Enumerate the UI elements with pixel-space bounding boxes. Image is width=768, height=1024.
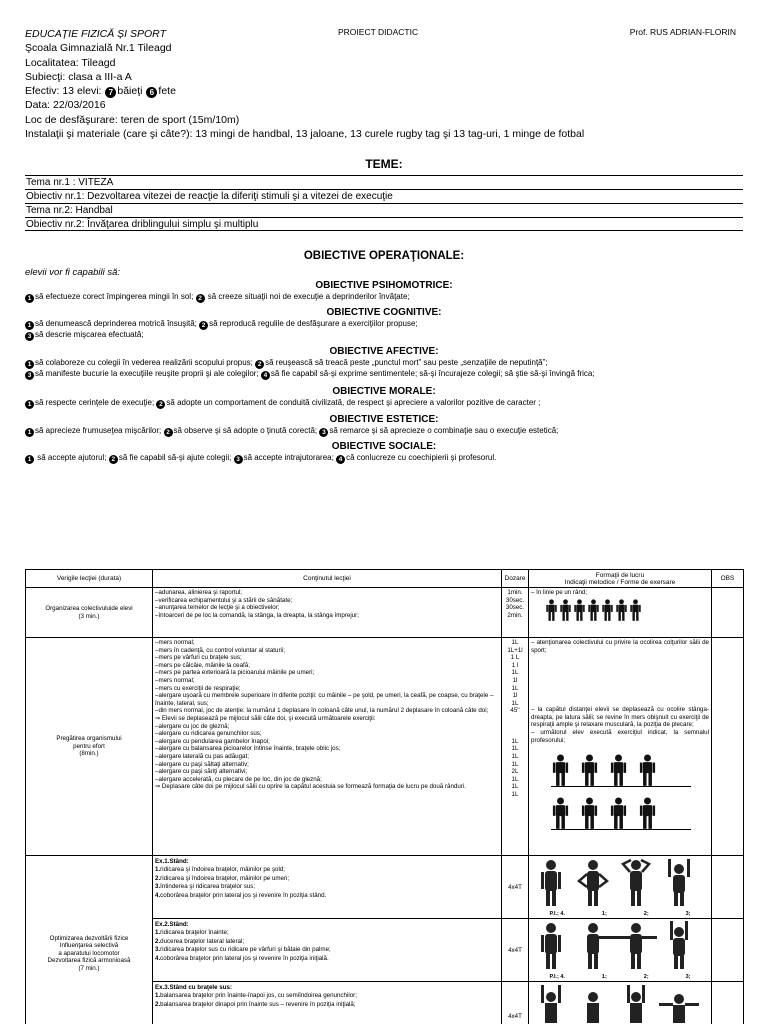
objective-text: să manifeste bucurie la execuţiile reuşite proprii şi ale colegilor; [35,369,261,378]
objectives-psihomotrice: OBIECTIVE PSIHOMOTRICE: 1 să efectueze corect împingerea mingii în sol; 2 să creeze situaţii noi de execuţie a deprinderilor învăţate; [25,280,743,303]
list-item: 1 l [511,661,519,669]
student-figure-icon [601,599,614,621]
objective-number-badge: 4 [336,455,345,464]
col-header: OBS [712,570,744,588]
list-item [504,723,526,731]
girls-count-badge: 6 [146,87,157,98]
class-info: Subiecţi: clasa a III-a A [25,70,132,83]
objective-text: să adopte un comportament de conduită civilizată, de respect şi apreciere a valorilor pozitive de caracter ; [166,398,541,407]
student-figure-icon [587,599,600,621]
exercise-2-illustration [531,920,706,976]
list-item: 30sec. [505,596,525,604]
formation-cell [529,588,712,638]
student-figure-icon [559,599,572,621]
exercise-3-illustration [531,983,706,1023]
list-item: 1L [511,775,519,783]
objective-text: să remarce şi să aprecieze o combinaţie sau o execuţie estetică; [329,426,559,435]
list-item [504,730,526,738]
student-figure-icon [609,754,628,786]
objective-text: să denumească deprinderea motrică însuşită; [35,319,200,328]
objectives-morale: OBIECTIVE MORALE: 1 să respecte cerinţele de execuţie; 2 să adopte un comportament de conduită civilizată, de respect şi apreciere a valorilor pozitive de caracter ; [25,386,743,409]
list-item: Organizarea colectivuluide elevi [45,604,133,612]
list-item: –verificarea echipamentului şi a stării de sănătate; [155,596,293,604]
objective-number-badge: 1 [25,360,34,369]
lesson-plan-table [25,569,744,1024]
exercise-1: Ex.1.Stând: 1.ridicarea şi îndoirea braţelor, mâinilor pe şold; 2.ridicarea şi îndoirea braţelor, mâinilor pe umeri; 3.întinderea şi ridicarea braţelor sus; 4.coborârea braţelor prin lateral jos şi revenire în poziţia stând. [153,856,502,919]
objective-number-badge: 1 [25,321,34,330]
list-item: –mers normal; [155,639,195,646]
objective-number-badge: 2 [164,428,173,437]
student-figure-icon [573,599,586,621]
objective-number-badge: 2 [109,455,118,464]
list-item: 1L [511,737,519,745]
list-item: 1l [512,692,518,700]
lesson-content [153,588,502,638]
objective-text: să reproducă regulile de desfăşurare a exerciţiilor propuse; [209,319,418,328]
objectives-estetice: OBIECTIVE ESTETICE: 1 să aprecieze frumuseţea mişcărilor; 2 să observe şi să adopte o ţinută corectă; 3 să remarce şi să aprecieze o combinaţie sau o execuţie estetică; [25,414,743,437]
list-item: Pregătirea organismului [56,735,122,743]
list-item: – atenţionarea colectivului cu privire la ocolirea colţurilor sălii de sport; [531,639,709,654]
objective-number-badge: 3 [234,455,243,464]
list-item: 1 L [510,654,520,662]
objective-text: să aprecieze frumuseţea mişcărilor; [35,426,164,435]
dosage [502,588,529,638]
col-header: Conţinutul lecţiei [153,570,502,588]
list-item: –mers în cadenţă, cu control voluntar al staturii; [155,646,286,654]
objectives-heading: OBIECTIVE OPERAŢIONALE: [303,250,465,262]
list-item: ⇒ Deplasare câte doi pe mijlocul sălii cu oprire la capătul acestuia se formează formaţia de lucru pe două rânduri. [155,783,466,791]
objectives-sociale: OBIECTIVE SOCIALE: 1 să accepte ajutorul; 2 să fie capabil să-şi ajute colegii; 3 să accepte intrajutorarea; 4 că conlucreze cu coechipierii şi profesorul. [25,441,743,464]
list-item: 1L+1l [507,646,523,654]
list-item: – următorul elev execută exerciţiul indicat, la semnalul profesorului; [531,728,709,744]
list-item: 1L [511,783,519,791]
doc-title: PROIECT DIDACTIC [338,27,419,37]
list-item: –alergare cu pendularea gambelor înapoi; [155,737,270,745]
list-item: – la capătul distanţei elevii se deplasează cu ocolire stânga-dreapta, pe latura sălii; se revine în mers obişnuit cu exerciţii de respiraţii ample şi relaxare musculară, la poziţia de plecare; [531,706,709,729]
list-item: 45'' [510,707,520,715]
list-item: – în linie pe un rând; [531,589,588,596]
list-item: 1L [511,760,519,768]
objective-text: să fie capabil să-şi exprime sentimentele; să-şi încurajeze colegii; să ştie să-şi învingă frica; [270,369,595,378]
exercise-1-figures: P.I.; 4. 1; 2; 3; [529,856,712,919]
student-figure-icon [609,797,628,829]
exercise-1-illustration [531,857,706,913]
lesson-stage [26,856,153,1024]
col-header: Verigile lecţiei (durata) [26,570,153,588]
list-item: –alergare cu paşi săltaţi alternativ; [155,760,249,768]
list-item: –alergare cu ridicarea genunchilor sus; [155,730,262,738]
student-figure-icon [545,599,558,621]
school-name: Şcoala Gimnazială Nr.1 Tileagd [25,42,172,55]
list-item [504,715,526,723]
list-item: 1L [511,699,519,707]
list-item: –alergare laterală cu pas adăugat; [155,752,249,760]
exercise-step: 4.coborârea braţelor prin lateral jos şi revenire în poziţia iniţială. [155,954,329,962]
exercise-step: 4.coborârea braţelor prin lateral jos şi revenire în poziţia stând. [155,891,327,899]
lesson-stage [26,638,153,856]
teme-row: Obiectiv nr.2: Învăţarea driblingului simplu şi multiplu [25,217,743,231]
table-row [26,638,744,856]
list-item: 1L [511,752,519,760]
teme-row: Tema nr.1 : VITEZA [25,175,743,189]
objective-number-badge: 3 [25,371,34,380]
student-figure-icon [615,599,628,621]
lesson-stage [26,588,153,638]
student-figure-icon [629,599,642,621]
list-item: 1l [512,676,518,684]
col-header: Dozare [502,570,529,588]
list-item: 1L [511,745,519,753]
dosage [502,638,529,856]
student-figure-icon [580,754,599,786]
table-header-row [26,570,744,588]
exercise-step: 2.ducerea braţelor lateral lateral; [155,937,245,945]
objective-text: să colaboreze cu colegii în vederea realizării scopului propus; [35,358,256,367]
objective-text: să efectueze corect împingerea mingii în sol; [35,292,196,301]
objective-text: să accepte intrajutorarea; [243,453,337,462]
locality: Localitatea: Tileagd [25,56,116,69]
dosage: 4x4T [502,982,529,1024]
objective-number-badge: 3 [25,332,34,341]
list-item: Optimizarea dezvoltării fizice [49,934,129,942]
list-item: (8min.) [79,750,99,758]
exercise-step: 2.balansarea braţelor dinapoi prin înainte sus – revenire în poziţia iniţială; [155,1000,356,1008]
list-item: 1L [511,669,519,677]
student-figure-icon [580,797,599,829]
formation-cell [529,638,712,856]
list-item: –din mers normal, joc de atenţie: la numărul 1 deplasare în coloană câte unul, la numărul 2 deplasare în coloană câte doi; [155,707,489,715]
list-item: –mers cu exerciţii de respiraţie; [155,684,241,692]
boys-count-badge: 7 [105,87,116,98]
exercise-step: 1.ridicarea braţelor înainte; [155,929,229,936]
list-item: Influenţarea selectivă [59,942,119,950]
list-item: (3 min.) [78,612,100,620]
list-item: –alergare accelerată, cu plecare de pe loc, din joc de gleznă; [155,775,322,783]
objective-text: să descrie mişcarea efectuată; [35,330,144,339]
list-item: –mers normal; [155,676,195,684]
header-info [25,27,584,141]
student-figure-icon [551,754,570,786]
line-formation-figures [545,599,709,621]
list-item: (7 min.) [78,964,100,972]
student-figure-icon [551,797,570,829]
objective-text: să accepte ajutorul; [35,453,109,462]
two-rank-formation-bottom [551,797,691,830]
objectives-cognitive: OBIECTIVE COGNITIVE: 1 să denumească deprinderea motrică însuşită; 2 să reproducă regulile de desfăşurare a exerciţiilor propuse; 3 să descrie mişcarea efectuată; [25,307,743,341]
list-item: –alergare uşoară cu membrele superioare în diferite poziţii: cu mâinile – pe şold, pe umeri, la ceafă, pe coapse, cu braţele – înainte, lateral, sus; [155,692,494,707]
objective-number-badge: 1 [25,455,34,464]
objective-number-badge: 3 [319,428,328,437]
list-item: –alergare cu paşi săriţi alternativi; [155,768,248,776]
list-item: 1min. [507,589,523,596]
objective-number-badge: 4 [261,371,270,380]
list-item: pentru efort [73,742,105,750]
list-item: 2L [511,768,519,776]
dosage: 4x4T [502,919,529,982]
exercise-step: 1.balansarea braţelor prin înainte-înapoi jos, cu semiîndoirea genunchilor; [155,992,357,999]
objective-number-badge: 2 [199,321,208,330]
objective-text: să respecte cerinţele de execuţie; [35,398,157,407]
table-row [26,588,744,638]
teacher-name: Prof. RUS ADRIAN-FLORIN [629,27,736,37]
location-info: Loc de desfăşurare: teren de sport (15m/10m) [25,113,240,126]
objectives-intro: elevii vor fi capabili să: [25,267,121,278]
list-item: –întoarceri de pe loc la comandă, la stânga, la dreapta, la stânga împrejur; [155,611,359,619]
objective-text: să fie capabil să-şi ajute colegii; [118,453,234,462]
exercise-2: Ex.2.Stând: 1.ridicarea braţelor înainte; 2.ducerea braţelor lateral lateral; 3.ridicarea braţelor sus cu ridicare pe vârfuri şi bătaie din palme; 4.coborârea braţelor prin lateral jos şi revenire în poziţia iniţială. [153,919,502,982]
exercise-step: 1.ridicarea şi îndoirea braţelor, mâinilor pe şold; [155,866,286,873]
teme-box [25,175,743,231]
student-figure-icon [638,754,657,786]
exercise-step: 3.ridicarea braţelor sus cu ridicare pe vârfuri şi bătaie din palme; [155,946,331,953]
list-item: –alergare cu balansarea picioarelor întinse înainte, braţele oblic jos; [155,745,341,753]
objective-number-badge: 1 [25,428,34,437]
objective-text: că conlucreze cu coechipierii şi profesorul. [346,453,497,462]
teme-heading: TEME: [365,157,403,171]
list-item: 30sec. [505,604,525,612]
exercise-step: 2.ridicarea şi îndoirea braţelor, mâinilor pe umeri; [155,874,290,882]
dosage: 4x4T [502,856,529,919]
objective-text: să creeze situaţii noi de execuţie a deprinderilor învăţate; [205,292,410,301]
subject-title: EDUCAȚIE FIZICĂ ȘI SPORT [25,28,166,40]
col-header: Formaţii de lucru Indicaţii metodice / Forme de exersare [529,570,712,588]
list-item: –mers pe partea exterioară la picioarului mâinile pe umeri; [155,669,315,677]
teme-row: Tema nr.2: Handbal [25,203,743,217]
list-item: 1L [511,684,519,692]
list-item: –mers pe călcâie, mâinile la ceafă; [155,661,250,669]
student-figure-icon [638,797,657,829]
objective-text: să observe şi să adopte o ţinută corectă; [173,426,320,435]
objective-number-badge: 1 [25,294,34,303]
list-item: ⇒ Elevii se deplasează pe mijlocul sălii câte doi, şi execută următoarele exerciţii: [155,714,376,722]
list-item: 1L [511,639,519,646]
list-item: Dezvoltarea fizică armonioasă [47,957,131,965]
exercise-step: 3.întinderea şi ridicarea braţelor sus; [155,883,256,890]
two-rank-formation-top [551,754,691,787]
date-info: Data: 22/03/2016 [25,99,106,112]
list-item: 2min. [507,611,523,619]
list-item: –mers pe vârfuri cu braţele sus; [155,654,242,662]
objective-text: să reuşească să treacă peste „punctul mort” sau peste „senzaţiile de neputinţă”; [265,358,548,367]
objective-number-badge: 2 [156,400,165,409]
list-item: –anunţarea temelor de lecţie şi a obiectivelor; [155,604,280,612]
exercise-3: Ex.3.Stând cu braţele sus: 1.balansarea braţelor prin înainte-înapoi jos, cu semiîndoirea genunchilor; 2.balansarea braţelor dinapoi prin înainte sus – revenire în poziţia iniţială; [153,982,502,1024]
objective-number-badge: 2 [255,360,264,369]
objectives-afective: OBIECTIVE AFECTIVE: 1 să colaboreze cu colegii în vederea realizării scopului propus; 2 să reuşească să treacă peste „punctul mort” sau peste „senzaţiile de neputinţă”; 3 să manifeste bucurie la execuţiile reuşite proprii şi ale colegilor; 4 să fie capabil să-şi exprime sentimentele; să-şi încurajeze colegii; să ştie să-şi învingă frica; [25,346,743,380]
lesson-content [153,638,502,856]
table-row [26,856,744,919]
objective-number-badge: 1 [25,400,34,409]
objective-number-badge: 2 [196,294,205,303]
list-item: –alergare cu joc de gleznă; [155,722,230,730]
materials-info: Instalaţii şi materiale (care şi câte?): 13 mingi de handbal, 13 jaloane, 13 curele rugby tag şi 13 tag-uri, 1 minge de fotbal [25,128,585,141]
list-item: –adunarea, alinierea şi raportul; [155,589,243,596]
exercise-2-figures: P.I.; 4. 1; 2; 3; [529,919,712,982]
teme-row: Obiectiv nr.1: Dezvoltarea vitezei de reacţie la diferiţi stimuli şi a vitezei de execuţie [25,189,743,203]
exercise-3-figures [529,982,712,1024]
list-item: 1L [511,790,519,798]
effective-info: Efectiv: 13 elevi: 7 băieţi 6 fete [25,85,176,98]
list-item: a aparatului locomotor [58,949,120,957]
